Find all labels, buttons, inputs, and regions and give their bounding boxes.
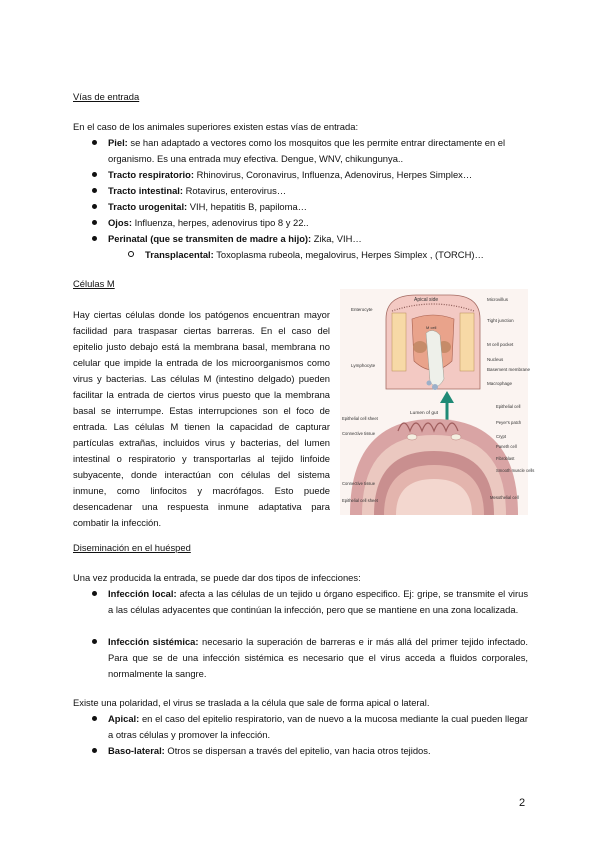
label-paneth-cell: Paneth cell — [496, 444, 517, 449]
list-item: Tracto intestinal: Rotavirus, enterovirus… — [108, 185, 287, 196]
list-item: Ojos: Influenza, herpes, adenovirus tipo 8 y 22.. — [108, 217, 309, 228]
label-crypt: Crypt — [496, 434, 507, 439]
label-basement-membrane: Basement membrane — [487, 367, 531, 372]
bullet-icon — [92, 204, 97, 209]
label-connective-tissue-2: Connective tissue — [342, 481, 376, 486]
bullet-icon — [92, 236, 97, 241]
list-item: Perinatal (que se transmiten de madre a hijo): Zika, VIH… — [108, 233, 362, 244]
label-m-cell: M cell — [426, 325, 437, 330]
bullet-icon — [92, 172, 97, 177]
label-epithelial-cell-sheet-2: Epithelial cell sheet — [342, 498, 378, 503]
list-item: Baso-lateral: Otros se dispersan a través del epitelio, van hacia otros tejidos. — [108, 745, 431, 756]
m-cell-figure — [340, 289, 535, 515]
label-mesothelial-cell: Mesothelial cell — [490, 495, 519, 500]
bullet-icon — [92, 188, 97, 193]
label-tight-junction: Tight junction — [487, 318, 514, 323]
bullet-icon — [92, 716, 97, 721]
bullet-icon — [92, 639, 97, 644]
bullet-icon — [92, 591, 97, 596]
bullet-icon — [92, 220, 97, 225]
label-smooth-muscle-cells: Smooth muscle cells — [496, 468, 535, 473]
list-item: Infección local: afecta a las células de un tejido u órgano especifico. Ej: gripe, se transmite el virus a las células adyacentes que continúan la infección, pero que se mantiene en una zona localizada. — [108, 588, 529, 615]
list-item: Infección sistémica: necesario la superación de barreras e ir más allá del primer tejido infectado. Para que se de una infección sistémica es necesario que el virus acceda a fluidos corporales, normalmente la sangre. — [108, 636, 528, 679]
section-intro-vias: En el caso de los animales superiores existen estas vías de entrada: — [73, 121, 359, 132]
section-heading-celulas-m: Células M — [73, 278, 115, 289]
label-macrophage: Macrophage — [487, 381, 513, 386]
label-lumen-of-gut: Lumen of gut — [410, 411, 439, 416]
label-connective-tissue: Connective tissue — [342, 431, 376, 436]
label-microvillus: Microvillus — [487, 297, 509, 302]
list-item: Tracto respiratorio: Rhinovirus, Coronavirus, Influenza, Adenovirus, Herpes Simplex… — [108, 169, 473, 180]
sub-bullet-icon — [128, 251, 134, 257]
label-enterocyte: Enterocyte — [351, 307, 373, 312]
polarity-text: Existe una polaridad, el virus se traslada a la célula que sale de forma apical o lateral. — [73, 697, 430, 708]
label-fibroblast: Fibroblast — [496, 456, 515, 461]
bullet-icon — [92, 748, 97, 753]
bullet-icon — [92, 140, 97, 145]
label-apical-side: Apical side — [414, 297, 439, 303]
paragraph-celulas-m: Hay ciertas células donde los patógenos encuentran mayor facilidad para traspasar ciertas barreras. En el caso del epitelio justo debajo está la membrana basal, membrana no celular que impide la entrada de los microorganismos como virus y bacterias. Las células M (intestino delgado) pueden facilitar la entrada de ciertos virus puesto que la membrana basal se interrumpe. Estas interrupciones son el foco de entrada. Las células M tienen la capacidad de capturar partículas extrañas, incluidos virus y bacterias, del lumen intestinal o respiratorio y transportarlas al tejido linfoide subyacente, donde interactúan con células del sistema inmune, como linfocitos y macrófagos. Esto puede desencadenar una respuesta inmune adaptativa para combatir la infección. — [73, 309, 330, 528]
list-item: Tracto urogenital: VIH, hepatitis B, papiloma… — [108, 201, 308, 212]
list-item: Piel: se han adaptado a vectores como los mosquitos que les permite entrar directamente en el organismo. Es una entrada muy efectiva. Dengue, WNV, chikungunya.. — [108, 137, 506, 164]
label-epithelial-cell-sheet: Epithelial cell sheet — [342, 416, 378, 421]
section-heading-diseminacion: Diseminación en el huésped — [73, 542, 191, 553]
label-epithelial-cell: Epithelial cell — [496, 404, 521, 409]
label-m-cell-pocket: M cell pocket — [487, 342, 514, 347]
label-nucleus: Nucleus — [487, 357, 504, 362]
list-subitem: Transplacental: Toxoplasma rubeola, megalovirus, Herpes Simplex , (TORCH)… — [145, 249, 484, 260]
list-item: Apical: en el caso del epitelio respiratorio, van de nuevo a la mucosa mediante la cual pueden llegar a otras células y promover la infección. — [108, 713, 528, 740]
label-peyers-patch: Peyer's patch — [496, 420, 522, 425]
section-intro-diseminacion: Una vez producida la entrada, se puede dar dos tipos de infecciones: — [73, 572, 361, 583]
section-heading-vias: Vías de entrada — [73, 91, 140, 102]
page-number: 2 — [519, 797, 526, 809]
label-lymphocyte: Lymphocyte — [351, 363, 376, 368]
